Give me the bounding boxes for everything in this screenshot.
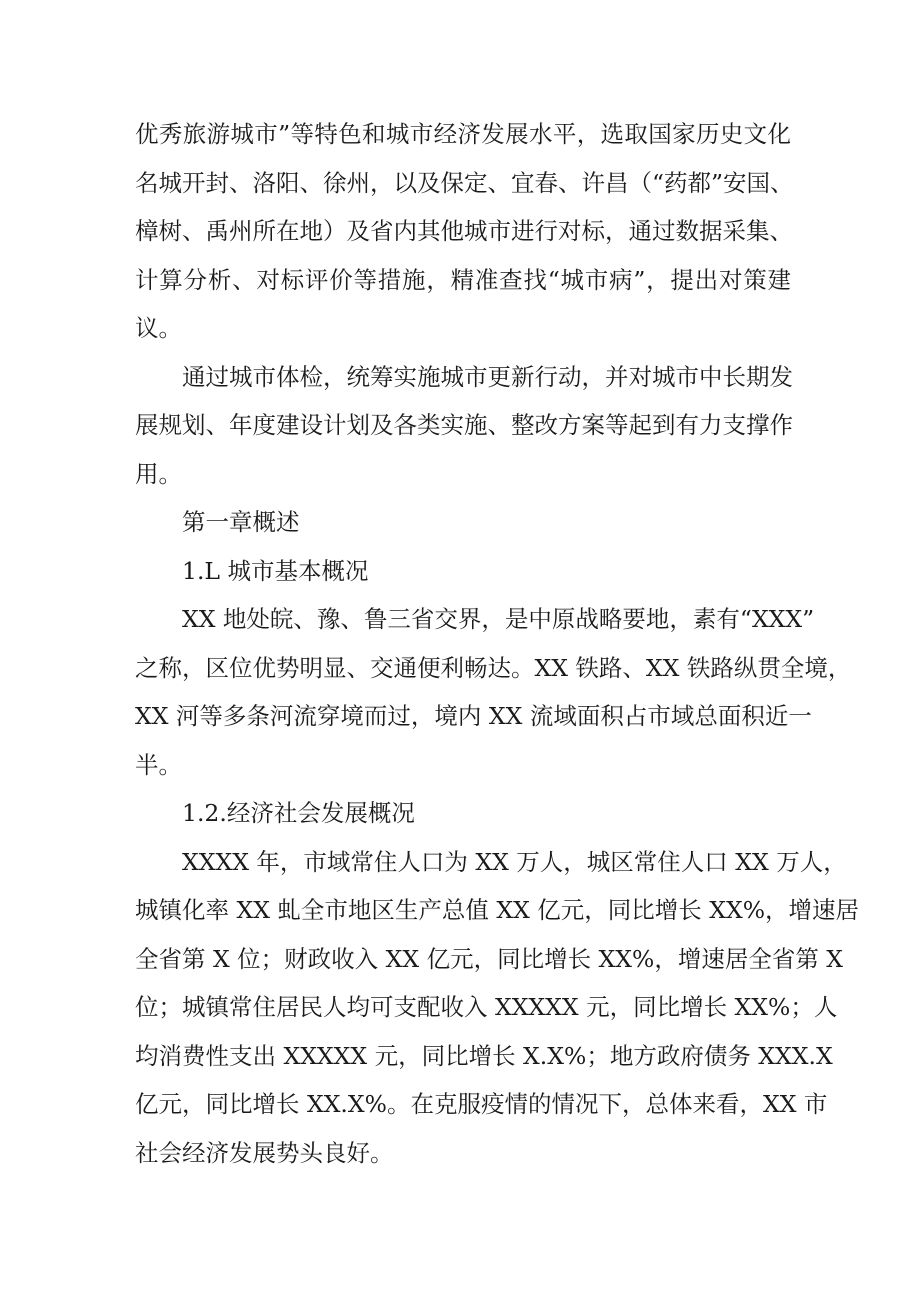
text-line: 半。 [135,750,182,779]
text-line: 城镇化率 XX 虬全市地区生产总值 XX 亿元，同比增长 XX%，增速居 [135,896,860,924]
text-line: 亿元，同比增长 XX.X%。在克服疫情的情况下，总体来看，XX 市 [135,1090,828,1118]
text-line: 1.2.经济社会发展概况 [182,799,415,827]
paragraph-section-1-1-heading [135,547,791,596]
text-line: 计算分析、对标评价等措施，精准查找“城市病”，提出对策建 [135,265,791,294]
text-line: 第一章概述 [182,508,300,536]
text-line: 樟树、禹州所在地）及省内其他城市进行对标，通过数据采集、 [135,217,793,245]
text-line: 通过城市体检，统筹实施城市更新行动，并对城市中长期发 [182,362,793,391]
document-body [135,110,860,1177]
paragraph-section-1-2-body [135,838,860,1178]
paragraph-intro-purpose [135,353,791,499]
paragraph-intro-continuation [135,110,794,353]
text-line: 均消费性支出 XXXXX 元，同比增长 X.X%；地方政府债务 XXX.X [135,1041,833,1070]
text-line: XXXX 年，市域常住人口为 XX 万人，城区常住人口 XX 万人， [182,847,847,876]
paragraph-section-1-2-heading [135,789,791,838]
paragraph-chapter-heading [135,498,791,547]
paragraph-section-1-1-body [135,595,852,789]
text-line: 1.L 城市基本概况 [182,556,369,585]
text-line: 用。 [135,459,182,488]
text-line: XX 地处皖、豫、鲁三省交界，是中原战略要地，素有“XXX” [182,605,815,633]
text-line: 展规划、年度建设计划及各类实施、整改方案等起到有力支撑作 [135,411,793,439]
text-line: XX 河等多条河流穿境而过，境内 XX 流域面积占市域总面积近一 [135,702,812,730]
text-line: 名城开封、洛阳、徐州，以及保定、宜春、许昌（“药都”安国、 [135,168,794,197]
text-line: 优秀旅游城市”等特色和城市经济发展水平，选取国家历史文化 [135,120,791,148]
text-line: 社会经济发展势头良好。 [135,1138,394,1167]
text-line: 位；城镇常住居民人均可支配收入 XXXXX 元，同比增长 XX%；人 [135,993,838,1021]
text-line: 之称，区位优势明显、交通便利畅达。XX 铁路、XX 铁路纵贯全境， [135,653,852,682]
text-line: 议。 [135,314,182,342]
text-line: 全省第 X 位；财政收入 XX 亿元，同比增长 XX%，增速居全省第 X [135,944,844,973]
